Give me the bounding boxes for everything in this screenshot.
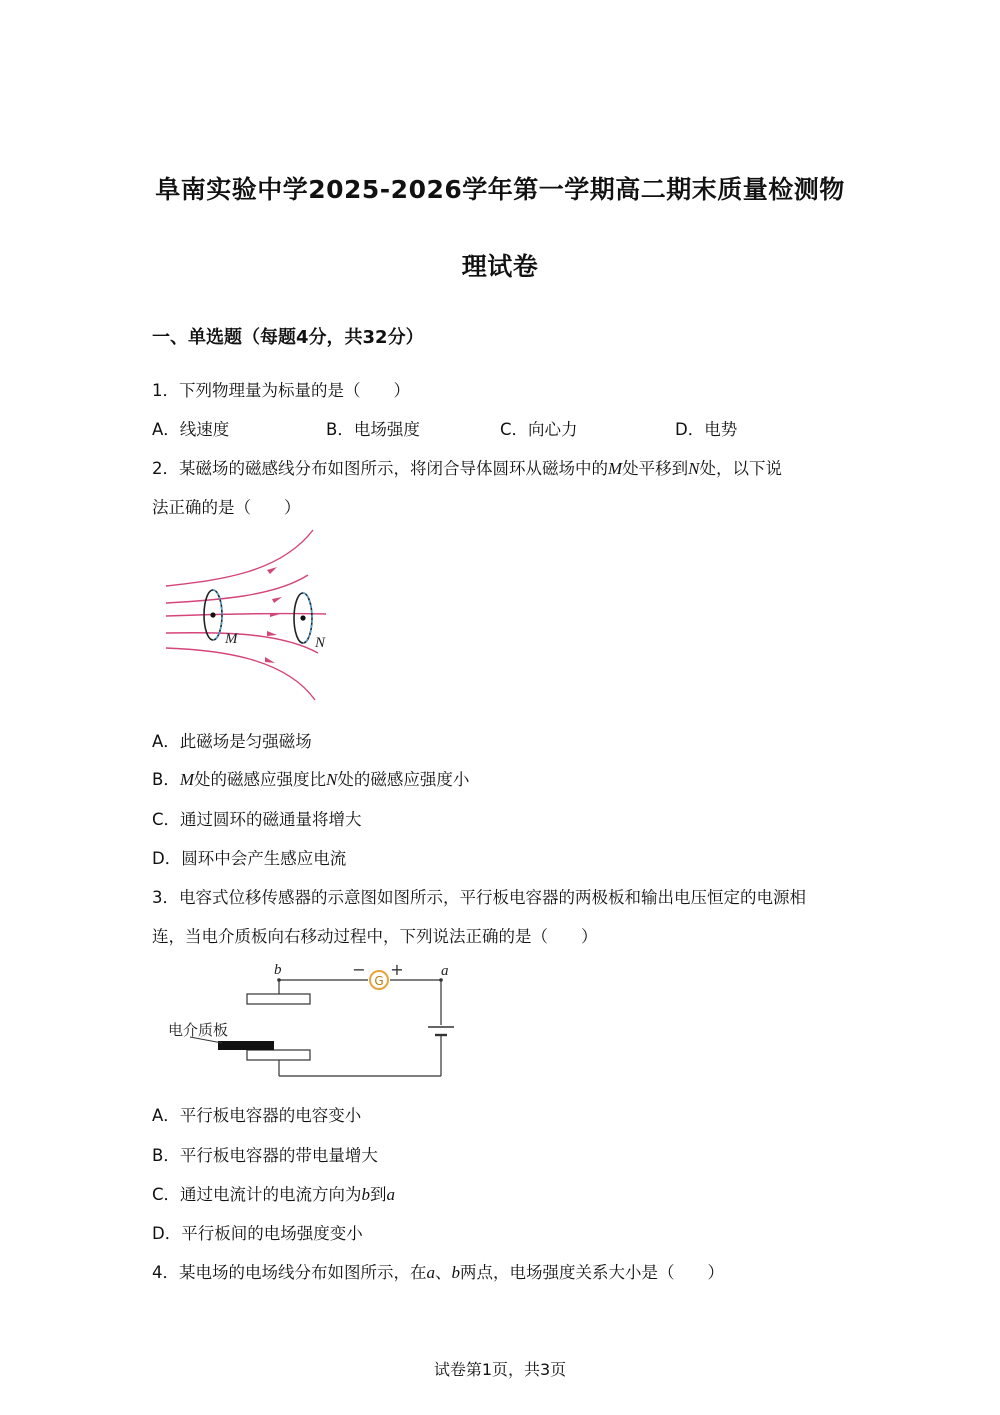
q3-option-c-var-b: b — [361, 1185, 371, 1204]
q2-option-b-var-n: N — [326, 770, 338, 789]
field-line-2 — [166, 575, 308, 603]
q2-magnetic-field-figure — [160, 528, 340, 703]
arrow-1 — [267, 567, 277, 574]
bottom-plate — [247, 1050, 310, 1060]
arrow-4 — [267, 631, 277, 636]
label-b: b — [274, 962, 282, 978]
q4-stem — [152, 1259, 724, 1283]
label-n: N — [315, 635, 326, 651]
q2-option-c: C．通过圆环的磁通量将增大 — [152, 810, 362, 829]
galvanometer-minus: − — [352, 960, 366, 979]
q1-option-d: D．电势 — [675, 420, 738, 439]
q1-stem: 1．下列物理量为标量的是（ ） — [152, 381, 410, 400]
node-b — [277, 978, 281, 982]
q2-option-d: D．圆环中会产生感应电流 — [152, 849, 347, 868]
q4-stem-part1: 4．某电场的电场线分布如图所示，在 — [152, 1263, 427, 1282]
q2-stem-line2: 法正确的是（ ） — [152, 498, 301, 517]
page-footer: 试卷第1页，共3页 — [433, 1360, 567, 1379]
galvanometer-label: G — [374, 974, 384, 988]
dielectric-slab — [218, 1041, 274, 1050]
q2-option-b-var-m: M — [179, 770, 194, 789]
q2-option-b — [152, 766, 469, 790]
arrow-2 — [272, 597, 282, 603]
q2-option-b-prefix: B． — [152, 770, 180, 789]
q2-option-b-suffix: 处的磁感应强度小 — [337, 770, 470, 789]
point-m — [210, 612, 215, 617]
q1-option-c: C．向心力 — [500, 420, 578, 439]
label-a: a — [441, 963, 449, 979]
q2-stem-part2: 处平移到 — [622, 459, 689, 478]
q3-option-a: A．平行板电容器的电容变小 — [152, 1106, 362, 1125]
q3-option-d: D．平行板间的电场强度变小 — [152, 1224, 363, 1243]
q3-stem-line1: 3．电容式位移传感器的示意图如图所示，平行板电容器的两极板和输出电压恒定的电源相 — [152, 888, 806, 907]
q3-stem-line2: 连，当电介质板向右移动过程中，下列说法正确的是（ ） — [152, 927, 598, 946]
q4-var-a: a — [426, 1263, 435, 1282]
q2-var-m: M — [608, 459, 623, 478]
dielectric-label: 电介质板 — [168, 1021, 229, 1039]
q3-option-b: B．平行板电容器的带电量增大 — [152, 1146, 378, 1165]
galvanometer-plus: + — [390, 960, 404, 979]
q3-option-c-prefix: C．通过电流计的电流方向为 — [152, 1185, 362, 1204]
q4-separator: 、 — [435, 1263, 452, 1282]
q4-stem-part2: 两点，电场强度关系大小是（ ） — [460, 1263, 724, 1282]
q3-option-c — [152, 1181, 395, 1205]
q2-var-n: N — [688, 459, 700, 478]
q2-stem-part3: 处，以下说 — [699, 459, 783, 478]
section-heading: 一、单选题（每题4分，共32分） — [152, 327, 424, 348]
field-line-5 — [166, 648, 315, 700]
q1-option-b: B．电场强度 — [326, 420, 420, 439]
q2-stem-line1 — [152, 455, 782, 479]
field-arrows — [265, 567, 282, 663]
point-n — [300, 615, 305, 620]
arrow-5 — [265, 657, 275, 663]
q4-var-b: b — [451, 1263, 460, 1282]
q3-capacitor-circuit-figure — [160, 955, 470, 1085]
q2-stem-part1: 2．某磁场的磁感线分布如图所示，将闭合导体圆环从磁场中的 — [152, 459, 608, 478]
field-line-1 — [166, 530, 313, 586]
q2-option-a: A．此磁场是匀强磁场 — [152, 732, 312, 751]
exam-title-line1: 阜南实验中学2025-2026学年第一学期高二期末质量检测物 — [155, 175, 845, 204]
q1-option-a: A．线速度 — [152, 420, 230, 439]
top-plate — [247, 994, 310, 1004]
label-m: M — [225, 631, 238, 647]
q3-option-c-mid: 到 — [370, 1185, 387, 1204]
q2-option-b-mid: 处的磁感应强度比 — [194, 770, 326, 789]
exam-title-line2: 理试卷 — [461, 252, 539, 281]
q3-option-c-var-a: a — [386, 1185, 396, 1204]
field-lines — [166, 530, 326, 700]
